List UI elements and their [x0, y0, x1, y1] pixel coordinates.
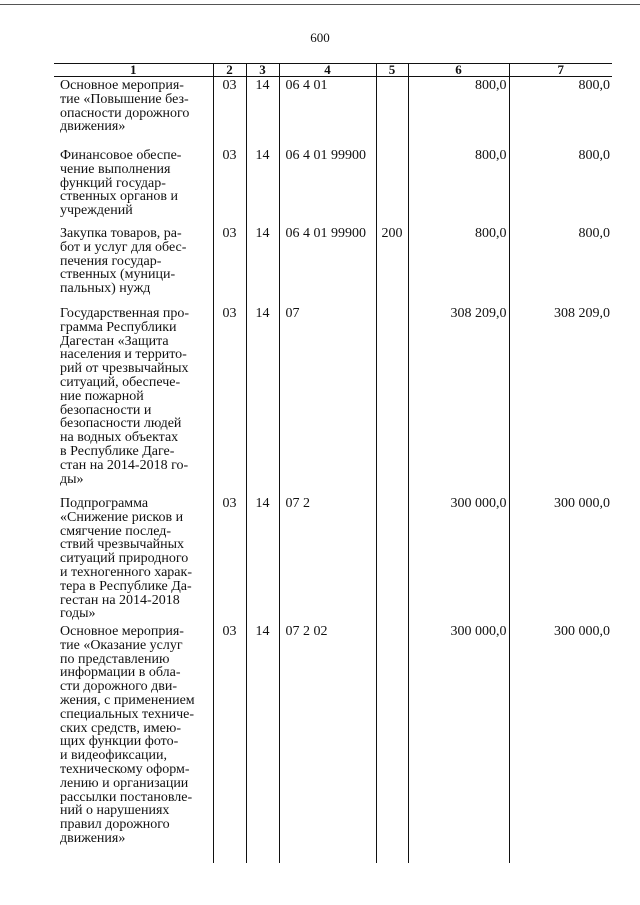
row-target-code: 07 2 [279, 495, 376, 623]
table-row [54, 305, 612, 495]
table-row [54, 495, 612, 623]
row-subsection: 14 [246, 225, 279, 305]
row-amount-col6: 800,0 [408, 225, 509, 305]
row-name: Основное мероприя- тие «Повышение без- опасности дорожного движения» [60, 78, 190, 135]
table-header [54, 64, 612, 77]
row-target-code: 06 4 01 99900 [279, 225, 376, 305]
row-section: 03 [213, 147, 246, 225]
row-expense-type [376, 623, 408, 863]
row-subsection: 14 [246, 77, 279, 148]
row-expense-type [376, 495, 408, 623]
page-number: 600 [310, 30, 330, 45]
top-rule [0, 4, 640, 5]
row-amount-col6: 800,0 [408, 77, 509, 148]
row-subsection: 14 [246, 623, 279, 863]
row-name: Закупка товаров, ра- бот и услуг для обес- печения государ- ственных (муници- пальных) нужд [60, 226, 187, 297]
row-name: Подпрограмма «Снижение рисков и смягчение послед- ствий чрезвычайных ситуаций природного и техногенного харак- тера в Республике Да- гестан на 2014-2018 годы» [60, 496, 192, 622]
row-section: 03 [213, 225, 246, 305]
row-target-code: 06 4 01 99900 [279, 147, 376, 225]
table-row [54, 225, 612, 305]
row-amount-col6: 800,0 [408, 147, 509, 225]
row-amount-col6: 300 000,0 [408, 623, 509, 863]
header-col-6: 6 [408, 64, 509, 77]
row-amount-col7: 308 209,0 [509, 305, 612, 495]
row-amount-col7: 800,0 [509, 147, 612, 225]
row-expense-type [376, 77, 408, 148]
row-expense-type [376, 147, 408, 225]
budget-table [54, 63, 612, 863]
header-col-1: 1 [54, 64, 213, 77]
row-target-code: 07 2 02 [279, 623, 376, 863]
row-amount-col7: 800,0 [509, 77, 612, 148]
header-col-2: 2 [213, 64, 246, 77]
row-expense-type: 200 [376, 225, 408, 305]
header-col-4: 4 [279, 64, 376, 77]
row-section: 03 [213, 305, 246, 495]
row-amount-col6: 308 209,0 [408, 305, 509, 495]
row-amount-col7: 300 000,0 [509, 623, 612, 863]
row-section: 03 [213, 623, 246, 863]
table-row [54, 77, 612, 148]
table-body [54, 77, 612, 864]
row-section: 03 [213, 77, 246, 148]
table-row [54, 147, 612, 225]
row-amount-col7: 800,0 [509, 225, 612, 305]
row-section: 03 [213, 495, 246, 623]
header-col-3: 3 [246, 64, 279, 77]
row-target-code: 07 [279, 305, 376, 495]
row-target-code: 06 4 01 [279, 77, 376, 148]
header-row [54, 64, 612, 77]
row-amount-col6: 300 000,0 [408, 495, 509, 623]
row-subsection: 14 [246, 305, 279, 495]
row-name: Финансовое обеспе- чение выполнения функций государ- ственных органов и учреждений [60, 148, 182, 219]
row-name: Государственная про- грамма Республики Дагестан «Защита населения и террито- рий от чрезвычайных ситуаций, обеспече- ние пожарной безопасности и безопасности людей на водных объектах в Республике Даге- стан на 2014-2018 го- ды» [60, 306, 190, 487]
row-subsection: 14 [246, 495, 279, 623]
row-name: Основное мероприя- тие «Оказание услуг по представлению информации в обла- сти дорожного дви- жения, с применением специальных техниче- ских средств, имею- щих функции фото- и видеофиксации, техническому оформ- лению и организации рассылки постановле- ний о нарушениях правил дорожного движения» [60, 624, 195, 846]
row-amount-col7: 300 000,0 [509, 495, 612, 623]
header-col-7: 7 [509, 64, 612, 77]
row-expense-type [376, 305, 408, 495]
header-col-5: 5 [376, 64, 408, 77]
table-row [54, 623, 612, 863]
row-subsection: 14 [246, 147, 279, 225]
